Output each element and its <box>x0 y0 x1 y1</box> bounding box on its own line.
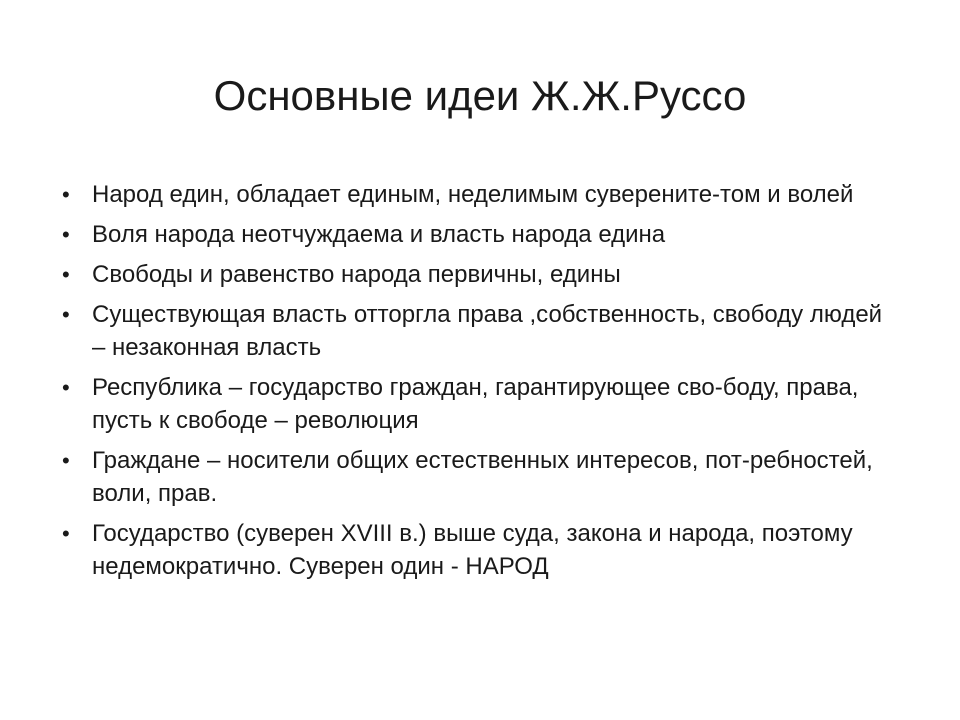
bullet-text: Граждане – носители общих естественных интересов, пот-ребностей, воли, прав. <box>92 447 873 507</box>
bullet-item <box>62 517 892 583</box>
bullet-item <box>62 178 892 211</box>
bullet-dot-icon: • <box>62 302 70 327</box>
bullet-list <box>62 178 892 590</box>
bullet-dot-icon: • <box>62 448 70 473</box>
bullet-dot-icon: • <box>62 521 70 546</box>
bullet-text: Народ един, обладает единым, неделимым суверените-том и волей <box>92 181 854 208</box>
bullet-text: Воля народа неотчуждаема и власть народа едина <box>92 221 666 248</box>
bullet-item <box>62 371 892 437</box>
bullet-item <box>62 444 892 510</box>
bullet-text: Республика – государство граждан, гарантирующее сво-боду, права, пусть к свободе – революция <box>92 374 859 434</box>
bullet-dot-icon: • <box>62 375 70 400</box>
bullet-item <box>62 218 892 251</box>
bullet-item <box>62 298 892 364</box>
bullet-dot-icon: • <box>62 222 70 247</box>
bullet-text: Существующая власть отторгла права ,собственность, свободу людей – незаконная власть <box>92 301 883 361</box>
bullet-item <box>62 258 892 291</box>
bullet-dot-icon: • <box>62 182 70 207</box>
bullet-text: Государство (суверен XVIII в.) выше суда, закона и народа, поэтому недемократично. Суверен один - НАРОД <box>92 520 853 580</box>
bullet-dot-icon: • <box>62 262 70 287</box>
bullet-text: Свободы и равенство народа первичны, едины <box>92 261 621 288</box>
slide-title: Основные идеи Ж.Ж.Руссо <box>213 72 747 119</box>
